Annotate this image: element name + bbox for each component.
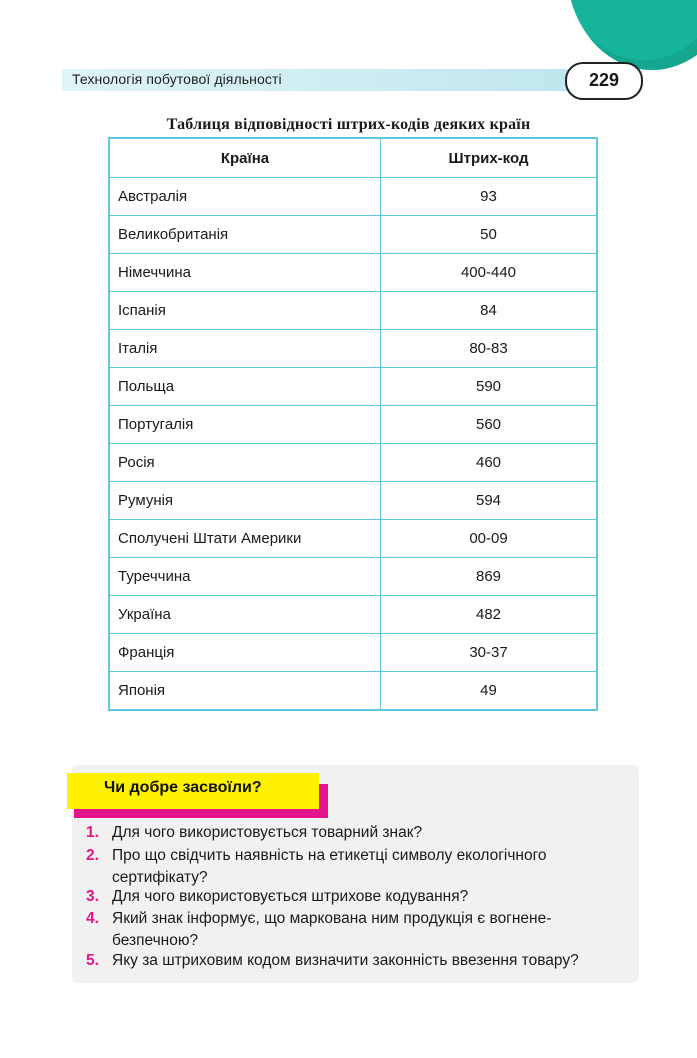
table-row [109,596,597,634]
question-number: 2. [86,847,99,864]
barcode-cell: 80-83 [381,330,598,368]
country-cell: Іспанія [109,292,381,330]
barcode-cell: 869 [381,558,598,596]
question-line: Про що свідчить наявність на етикетці символу екологічного [112,847,547,864]
table-row [109,178,597,216]
question-text [112,950,637,972]
page-number: 229 [565,62,643,100]
barcode-cell: 50 [381,216,598,254]
table-row [109,520,597,558]
barcode-cell: 594 [381,482,598,520]
table-row [109,558,597,596]
table-row [109,444,597,482]
question-number: 3. [86,888,99,905]
question-line: Яку за штриховим кодом визначити законність ввезення товару? [112,952,579,969]
barcode-cell: 590 [381,368,598,406]
table-header-row [109,138,597,178]
barcode-cell: 560 [381,406,598,444]
table-row [109,406,597,444]
country-cell: Німеччина [109,254,381,292]
table-row [109,292,597,330]
barcode-cell: 00-09 [381,520,598,558]
country-cell: Україна [109,596,381,634]
country-cell: Росія [109,444,381,482]
country-cell: Польща [109,368,381,406]
question-line: безпечною? [112,932,199,949]
question-text [112,908,637,952]
country-cell: Румунія [109,482,381,520]
table-row [109,330,597,368]
question-line: Який знак інформує, що маркована ним продукція є вогнене- [112,910,552,927]
review-heading: Чи добре засвоїли? [104,779,262,796]
running-header-title: Технологія побутової діяльності [72,71,282,87]
barcode-cell: 482 [381,596,598,634]
country-cell: Франція [109,634,381,672]
barcode-table [108,137,598,711]
table-row [109,634,597,672]
question-text [112,886,637,908]
table-row [109,368,597,406]
corner-decoration [567,0,697,70]
column-header-country: Країна [109,138,381,178]
question-line: Для чого використовується штрихове кодування? [112,888,469,905]
barcode-cell: 84 [381,292,598,330]
question-text [112,845,637,889]
barcode-cell: 49 [381,672,598,711]
barcode-cell: 30-37 [381,634,598,672]
question-line: Для чого використовується товарний знак? [112,824,423,841]
table-row [109,482,597,520]
question-line: сертифікату? [112,869,208,886]
column-header-barcode: Штрих-код [381,138,598,178]
table-row [109,254,597,292]
country-cell: Італія [109,330,381,368]
country-cell: Туреччина [109,558,381,596]
country-cell: Японія [109,672,381,711]
country-cell: Португалія [109,406,381,444]
country-cell: Великобританія [109,216,381,254]
table-row [109,216,597,254]
country-cell: Сполучені Штати Америки [109,520,381,558]
question-number: 5. [86,952,99,969]
country-cell: Австралія [109,178,381,216]
barcode-cell: 93 [381,178,598,216]
question-text [112,822,637,844]
question-number: 4. [86,910,99,927]
table-title: Таблиця відповідності штрих-кодів деяких країн [166,116,531,133]
barcode-cell: 400-440 [381,254,598,292]
barcode-cell: 460 [381,444,598,482]
table-row [109,672,597,711]
question-number: 1. [86,824,99,841]
